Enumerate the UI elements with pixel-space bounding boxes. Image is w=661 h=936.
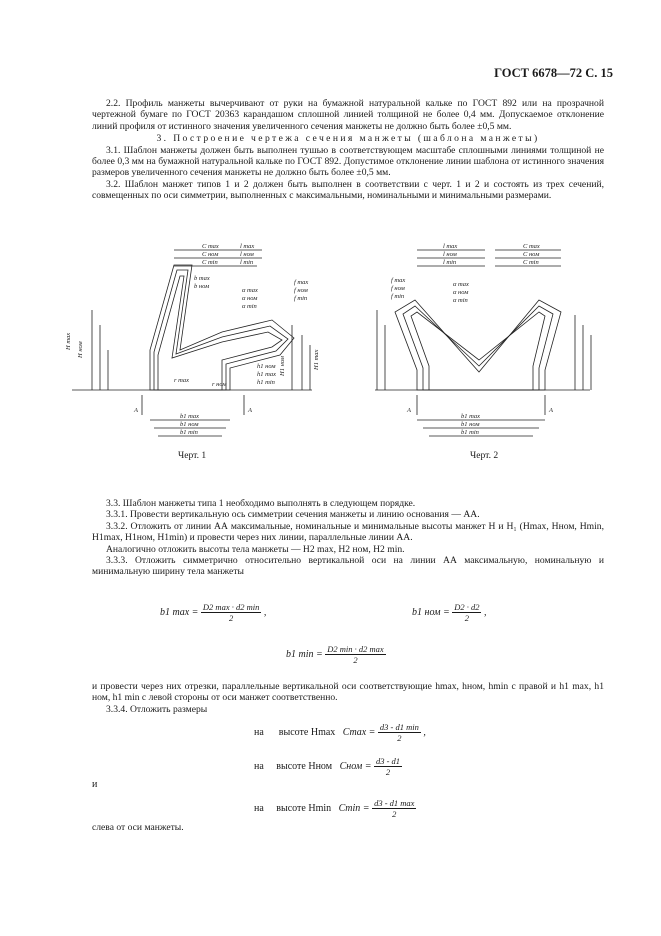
fig1-label-h1-max: h1 max: [257, 371, 276, 378]
fig1-label-b1-min: b1 min: [180, 429, 198, 436]
fig2-section-label-right: A: [549, 407, 553, 414]
fig1-label-l-nom: l ном: [240, 251, 254, 258]
fig1-label-h1nom: H1 ном: [279, 356, 286, 376]
text-block-middle: [92, 498, 604, 578]
fig1-label-alpha-nom: α ном: [242, 295, 258, 302]
text-block-top: [92, 98, 604, 202]
fig1-label-alpha-min: α min: [242, 303, 257, 310]
fig1-label-b-nom: b ном: [194, 283, 210, 290]
figure-1-drawing: [62, 240, 324, 440]
fig1-label-h-nom: H ном: [77, 341, 84, 358]
fig1-label-f-max: f max: [294, 279, 309, 286]
fig1-label-l-max: l max: [240, 243, 255, 250]
fig2-section-label-left: A: [407, 407, 411, 414]
formula-b1-min: b1 min = $\frac{D2 \min \cdot d2 \max}{2}$: [286, 644, 384, 665]
fig2-label-alpha-min: α min: [453, 297, 468, 304]
fig1-label-b-max: b max: [194, 275, 210, 282]
fig1-label-r-max: r max: [174, 377, 189, 384]
fig1-label-h1-nom: h1 ном: [257, 363, 276, 370]
fig1-label-c-min: C min: [202, 259, 218, 266]
fig2-profile-max: [395, 300, 561, 390]
and-word: и: [92, 779, 98, 790]
fig1-label-h1-min: h1 min: [257, 379, 275, 386]
fig2-label-c-nom: C ном: [523, 251, 540, 258]
paragraph-3-3-4: 3.3.4. Отложить размеры: [106, 703, 208, 715]
fig1-section-label-left: A: [134, 407, 138, 414]
fig1-label-c-nom: C ном: [202, 251, 219, 258]
formula-b1-nom: b1 ном = $\frac{D2 \cdot d2}{2}$ ,: [412, 602, 487, 623]
figure-2-drawing: [355, 240, 607, 440]
fig1-label-b1-max: b1 max: [180, 413, 199, 420]
fig2-label-b1-max: b1 max: [461, 413, 480, 420]
fig2-label-l-nom: l ном: [443, 251, 457, 258]
fig2-label-b1-min: b1 min: [461, 429, 479, 436]
paragraph-3-3-2b: Аналогично отложить высоты тела манжеты — H2 max, H2 ном, H2 min.: [106, 543, 405, 555]
text-block-final: [92, 822, 604, 833]
text-block-lower: [92, 681, 604, 715]
fig2-label-c-min: C min: [523, 259, 539, 266]
fig2-label-f-nom: f ном: [391, 285, 405, 292]
fig1-label-r-nom: r ном: [212, 381, 227, 388]
paragraph-3-1: 3.1. Шаблон манжеты должен быть выполнен тушью в соответствующем масштабе сплошными линиями толщиной не более 0,3 мм на бумажной натуральной кальке по ГОСТ 892. Допустимое отклонение линии шаблона от истинного значения размеров увеличенного сечения манжеты не должно быть более ±0,5 мм.: [92, 144, 604, 179]
paragraph-after-b: и провести через них отрезки, параллельные вертикальной оси соответствующие hmax, hном, hmin с правой и h1 max, h1 ном, h1 min с левой стороны от оси манжет соответственно.: [92, 681, 604, 704]
fig1-label-f-min: f min: [294, 295, 308, 302]
paragraph-3-3-3: 3.3.3. Отложить симметрично относительно вертикальной оси на линии АА максимальную, номинальную и минимальную ширину тела манжеты: [92, 555, 604, 578]
fig2-label-f-max: f max: [391, 277, 406, 284]
fig2-label-alpha-max: α max: [453, 281, 469, 288]
fig2-label-c-max: C max: [523, 243, 540, 250]
paragraph-3-3-2: 3.3.2. Отложить от линии АА максимальные, номинальные и минимальные высоты манжет H и H₁ (Hmax, Hном, Hmin, H1max, H1ном, H1min) и провести через них линии, параллельные линии АА.: [92, 520, 604, 544]
figure-1-caption: Черт. 1: [178, 450, 207, 461]
paragraph-3-3-1: 3.3.1. Провести вертикальную ось симметрии сечения манжеты и линию основания — АА.: [106, 509, 480, 521]
paragraph-2-2: 2.2. Профиль манжеты вычерчивают от руки на бумажной натуральной кальке по ГОСТ 892 или на прозрачной чертежной бумаге по ГОСТ 20363 карандашом сплошной линией толщиной не более 0,4 мм. Допускаемое отклонение линий профиля от истинного значения увеличенного сечения манжеты не должно быть более ±0,5 мм.: [92, 98, 604, 132]
fig1-section-label-right: A: [248, 407, 252, 414]
final-line: слева от оси манжеты.: [92, 822, 184, 833]
fig2-label-alpha-nom: α ном: [453, 289, 469, 296]
fig1-label-c-max: C max: [202, 243, 219, 250]
fig1-label-h1max: H1 max: [313, 349, 320, 370]
fig1-label-f-nom: f ном: [294, 287, 308, 294]
formula-b1-max: b1 max = $\frac{D2 \max \cdot d2 \min}{2}$ ,: [160, 602, 267, 623]
formula-c-nom: на высоте Hном Cном = $\frac{d3 - d1}{2}$: [254, 756, 401, 777]
fig1-label-h-max: H max: [65, 332, 72, 350]
paragraph-3-3: 3.3. Шаблон манжеты типа 1 необходимо выполнять в следующем порядке.: [106, 498, 416, 509]
fig1-label-b1-nom: b1 ном: [180, 421, 199, 428]
formula-c-min: на высоте Hmin Cmin = $\frac{d3 - d1 \max}{2}$: [254, 798, 415, 819]
fig2-label-l-max: l max: [443, 243, 458, 250]
fig1-label-alpha-max: α max: [242, 287, 258, 294]
fig2-label-b1-nom: b1 ном: [461, 421, 480, 428]
paragraph-3-2: 3.2. Шаблон манжет типов 1 и 2 должен быть выполнен в соответствии с черт. 1 и 2 и состоять из трех сечений, совмещенных по оси симметрии, выполненных с максимальными, номинальными и минимальными размерами.: [92, 178, 604, 202]
fig2-label-f-min: f min: [391, 293, 405, 300]
section-3-title: 3. Построение чертежа сечения манжеты (шаблона манжеты): [156, 133, 540, 145]
fig1-label-l-min: l min: [240, 259, 254, 266]
fig2-profile-min: [411, 312, 545, 390]
formula-c-max: на высоте Hmax Cmax = $\frac{d3 - d1 \min}{2}$ ,: [254, 722, 426, 743]
fig2-label-l-min: l min: [443, 259, 457, 266]
figure-2-caption: Черт. 2: [470, 450, 499, 461]
page-header: ГОСТ 6678—72 С. 15: [494, 66, 613, 80]
